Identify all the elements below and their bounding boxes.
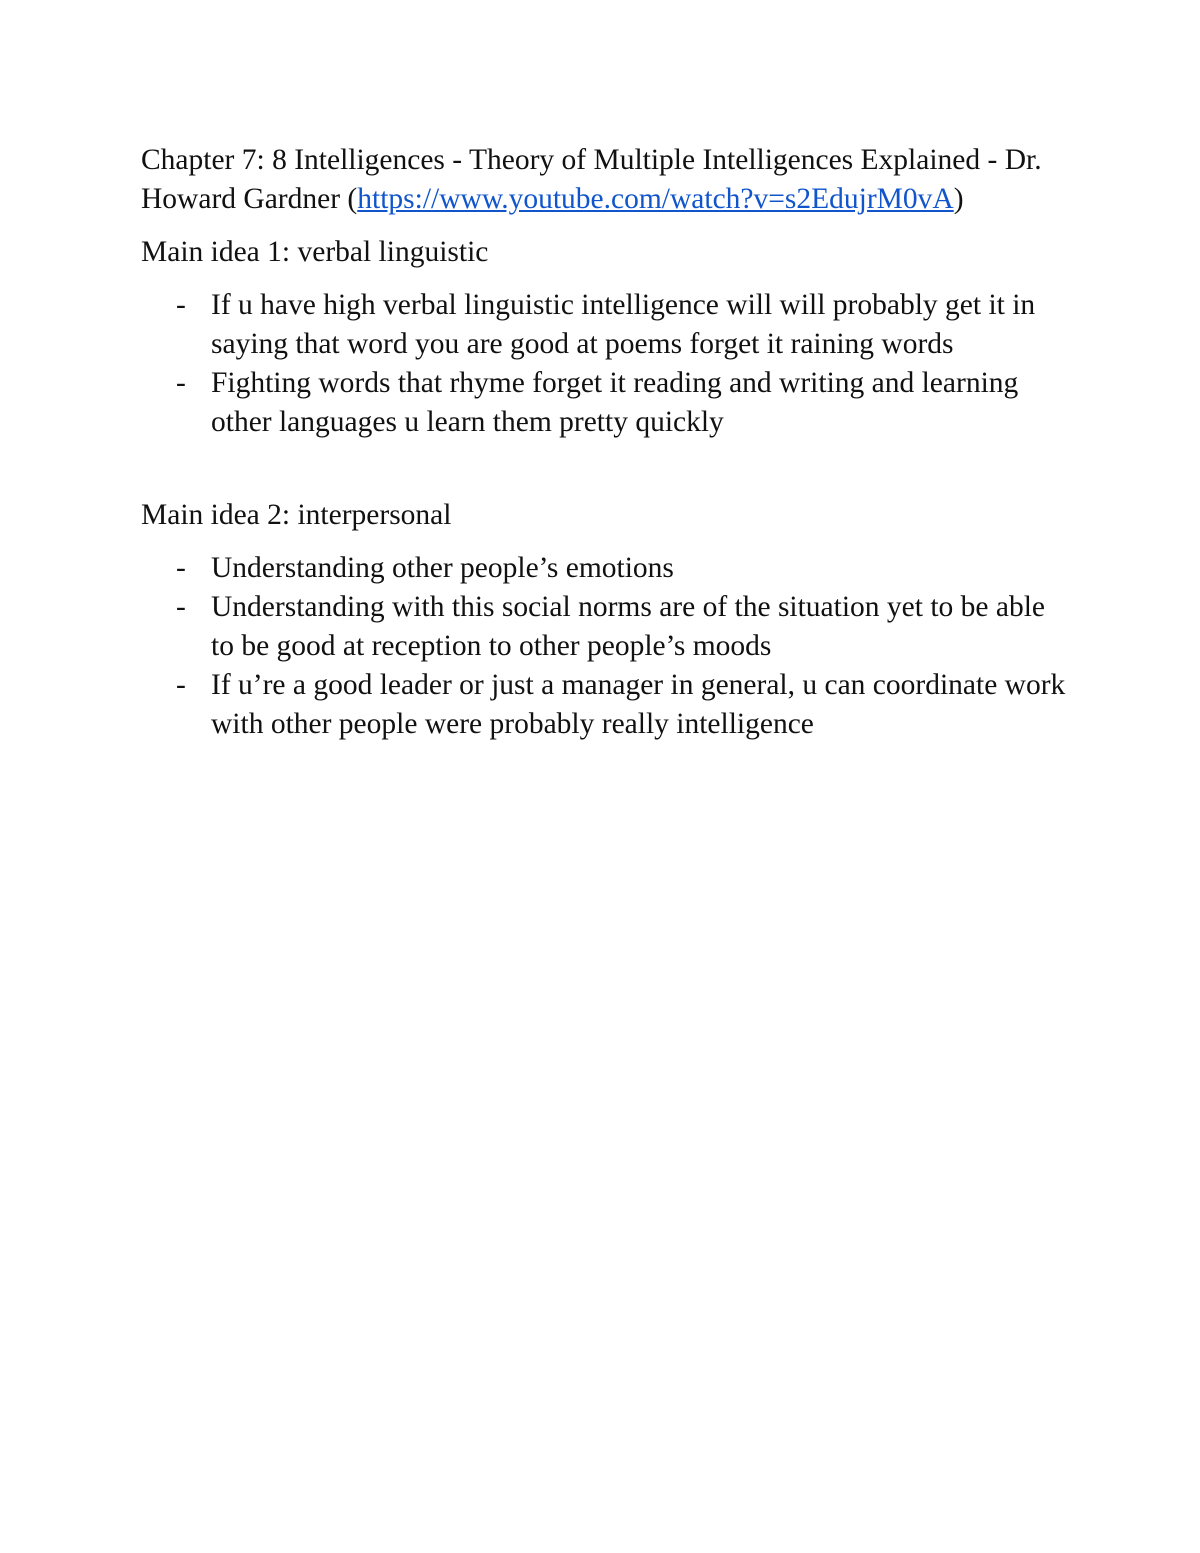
main-idea-2-list bbox=[141, 549, 1066, 744]
bullet-dash: - bbox=[176, 591, 186, 623]
list-item bbox=[141, 588, 1066, 666]
bullet-dash: - bbox=[176, 669, 186, 701]
list-item-text: If u’re a good leader or just a manager in general, u can coordinate work with other people were probably really intelligence bbox=[211, 669, 1066, 740]
list-item bbox=[141, 286, 1066, 364]
list-item bbox=[141, 666, 1066, 744]
bullet-dash: - bbox=[176, 552, 186, 584]
list-item bbox=[141, 549, 1066, 588]
bullet-dash: - bbox=[176, 367, 186, 399]
main-idea-1-title: Main idea 1: verbal linguistic bbox=[141, 236, 489, 268]
bullet-dash: - bbox=[176, 289, 186, 321]
list-item-text: If u have high verbal linguistic intelligence will will probably get it in saying that word you are good at poems forget it raining words bbox=[211, 289, 1036, 360]
list-item-text: Fighting words that rhyme forget it reading and writing and learning other languages u learn them pretty quickly bbox=[211, 367, 1019, 438]
main-idea-2-title: Main idea 2: interpersonal bbox=[141, 499, 452, 531]
list-item bbox=[141, 364, 1066, 442]
chapter-heading bbox=[141, 141, 1066, 219]
document-body bbox=[141, 141, 1066, 744]
list-item-text: Understanding other people’s emotions bbox=[211, 552, 674, 584]
list-item-text: Understanding with this social norms are of the situation yet to be able to be good at reception to other people’s moods bbox=[211, 591, 1046, 662]
chapter-heading-close: ) bbox=[953, 183, 964, 215]
chapter-heading-text: Chapter 7: 8 Intelligences - Theory of Multiple Intelligences Explained - Dr. Howard Gardner ( bbox=[141, 144, 1042, 215]
main-idea-1-list bbox=[141, 286, 1066, 442]
youtube-link[interactable]: https://www.youtube.com/watch?v=s2EdujrM0vA bbox=[357, 183, 954, 215]
